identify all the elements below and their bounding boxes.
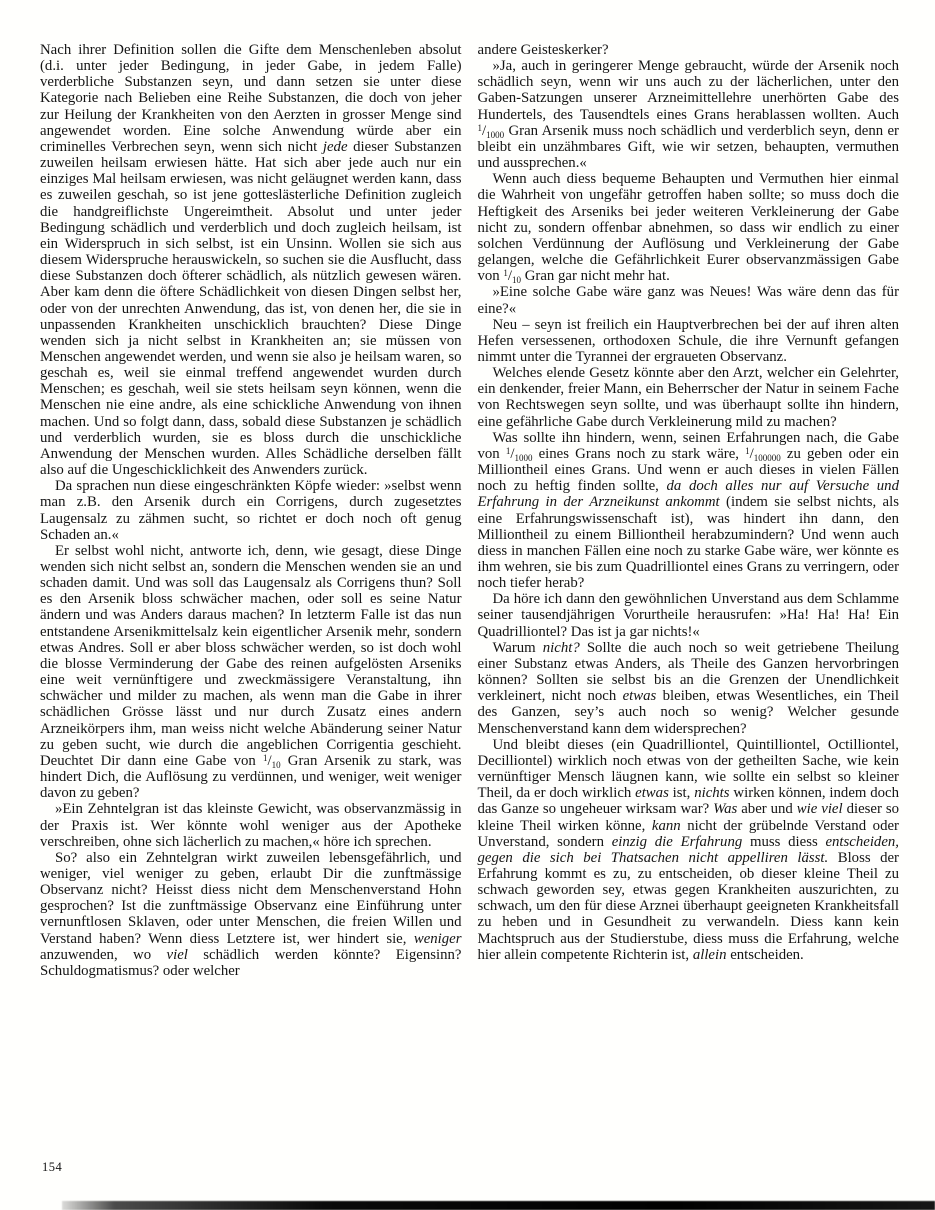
paragraph: »Ein Zehntelgran ist das kleinste Gewicht, was observanzmässig in der Praxis ist. Wer könnte wohl weniger aus der Apotheke verschreiben, ohne sich lächerlich zu machen,« höre ich sprechen. (40, 801, 462, 850)
scan-edge-shadow (62, 1201, 935, 1210)
text-column-left (40, 42, 462, 979)
paragraph: andere Geisteskerker? (477, 42, 609, 58)
fraction: $^1/_{100000}$ (745, 445, 781, 463)
paragraph: So? also ein Zehntelgran wirkt zuweilen lebensgefährlich, und weniger, viel weniger zu geben, erlaubt Dir die zunftmässige Observanz nicht? Heisst diess nicht dem Menschenverstand Hohn gesprochen? Ist die zunftmässige Observanz eine Einführung unter vernunftlosen Sklaven, oder unter Menschen, die freien Willen und Verstand haben? Wenn diess Letztere ist, wer hindert sie, weniger anzuwenden, wo viel schädlich werden könnte? Eigensinn? Schuldogmatismus? oder welcher (40, 849, 462, 979)
fraction: $^1/_{10}$ (262, 752, 281, 770)
paragraph: »Ja, auch in geringerer Menge gebraucht, würde der Arsenik noch schädlich seyn, wenn wir uns auch zu der lächerlichen, unter den Gaben-Satzungen unserer Arzneimittellehre unerhörten Gabe des Hundertels, des Tausendtels eines Grans herablassen wollten. Auch $^1/_{1000}$ Gran Arsenik muss noch schädlich und verderblich seyn, denn er bleibt ein unzähmbares Gift, wie wir setzen, behaupten, vermuthen und aussprechen.« (477, 58, 899, 172)
paragraph: Er selbst wohl nicht, antworte ich, denn, wie gesagt, diese Dinge wenden sich nicht selbst an, sondern die Menschen wenden sie an und schaden damit. Und was soll das Laugensalz als Corrigens thun? Soll es den Arsenik bloss schwächer machen, oder soll es seine Natur ändern und was Anders daraus machen? In letzterm Falle ist das nun entstandene Arsenikmittelsalz kein eigentlicher Arsenik mehr, sondern etwas Andres. Soll er aber bloss schwächer werden, so ist doch wohl die blosse Verminderung der Gabe des reinen aufgelösten Arseniks eine weit vernünftigere und zweckmässigere Veranstaltung, ihn schwächer und milder zu machen, als wenn man die Gabe in ihrer schädlichen Grösse lässt und nur durch Zusatz eines andern Arzneikörpers ihm, man weiss nicht welche Abänderung seiner Natur zu geben sucht, wie durch die angeblichen Corrigentia geschieht. Deuchtet Dir dann eine Gabe von $^1/_{10}$ Gran Arsenik zu stark, was hindert Dich, die Auflösung zu verdünnen, und weniger, weit weniger davon zu geben? (40, 542, 462, 802)
paragraph: Nach ihrer Definition sollen die Gifte dem Menschenleben absolut (d.i. unter jeder Bedingung, in jeder Gabe, in jedem Falle) verderbliche Substanzen seyn, und dann setzen sie unter diese Kategorie nach Belieben eine Reihe Substanzen, die doch von jeher zur Heilung der Krankheiten von den Aerzten in grosser Menge sind angewendet worden. Eine solche Anwendung würde aber ein criminelles Verbrechen seyn, wenn sich nicht jede dieser Substanzen zuweilen heilsam erwiesen hätte. Hat sich aber jede auch nur ein einziges Mal heilsam erwiesen, was nicht geläugnet werden kann, dass es zuweilen geschah, so ist jene gotteslästerliche Definition zugleich die handgreiflichste Ungereimtheit. Absolut und unter jeder Bedingung schädlich und verderblich und doch zugleich heilsam, ist ein Widerspruch in sich selbst, ist ein Unsinn. Wollen sie sich aus diesem Widerspruche herauswickeln, so suchen sie die Ausflucht, dass diese Substanzen doch öfterer schädlich, als nützlich gewesen wären. Aber kam denn die öftere Schädlichkeit von diesen Dingen selbst her, oder von der unrechten Anwendung, das ist, von denen her, die sie in unpassenden Krankheiten unschicklich brauchten? Diese Dinge wenden sich ja nicht selbst in Krankheiten an; sie müssen von Menschen angewendet werden, und wenn sie also je heilsam waren, so geschah es, weil sie einmal treffend angewendet wurden durch Menschen; es geschah, weil sie stets heilsam seyn können, wenn die Menschen nie eine andre, als eine schickliche Anwendung von ihnen machen. Und so folgt dann, dass, sobald diese Substanzen je schädlich und verderblich wurden, sie es bloss durch die unschickliche Anwendung der Menschen wurden. Alles Schädliche derselben fällt also auf die Ungeschicklichkeit des Anwenders zurück. (40, 42, 462, 479)
paragraph: Welches elende Gesetz könnte aber den Arzt, welcher ein Gelehrter, ein denkender, freier Mann, ein Beherrscher der Natur in seinem Fache von Rechtswegen seyn sollte, und was überhaupt sollte ihn hindern, eine gefährliche Gabe durch Verkleinerung mild zu machen? (477, 365, 899, 430)
paragraph: Wenn auch diess bequeme Behaupten und Vermuthen hier einmal die Wahrheit von ungefähr getroffen haben sollte; so muss doch die Heftigkeit des Arseniks bei jeder weiteren Verkleinerung der Gabe nicht zu, sondern offenbar abnehmen, so dass wir endlich zu einer solchen Verdünnung der Auflösung und Verkleinerung der Gabe gelangen, welche die Gefährlichkeit Eurer observanzmässigen Gabe von $^1/_{10}$ Gran gar nicht mehr hat. (477, 171, 899, 286)
paragraph: Da sprachen nun diese eingeschränkten Köpfe wieder: »selbst wenn man z.B. den Arsenik durch ein Corrigens, durch zugesetztes Laugensalz zu zähmen sucht, so richtet er doch noch oft genug Schaden an.« (40, 478, 462, 543)
fraction: $^1/_{1000}$ (505, 445, 533, 463)
text-columns (40, 42, 899, 979)
text-column-right (478, 42, 900, 979)
paragraph: Was sollte ihn hindern, wenn, seinen Erfahrungen nach, die Gabe von $^1/_{1000}$ eines Grans noch zu stark wäre, $^1/_{100000}$ zu geben oder ein Milliontheil eines Grans. Und wenn er auch dieses in vielen Fällen noch zu heftig finden sollte, da doch alles nur auf Versuche und Erfahrung in der Arzneikunst ankommt (indem sie selbst nichts, als eine Erfahrungswissenschaft ist), was hindert ihn dann, den Milliontheil zu einem Billiontheil herabzumindern? Und wenn auch diess in manchen Fällen eine noch zu starke Gabe wäre, wer könnte es ihm wehren, sie bis zum Quadrilliontel eines Grans zu verringern, oder noch tiefer herab? (477, 429, 899, 592)
paragraph: Und bleibt dieses (ein Quadrilliontel, Quintilliontel, Octilliontel, Decilliontel) wirklich noch etwas von der getheilten Sache, wie kein vernünftiger Mensch läugnen kann, wie sollte ein selbst so kleiner Theil, da er doch wirklich etwas ist, nichts wirken können, indem doch das Ganze so ungeheuer wirksam war? Was aber und wie viel dieser so kleine Theil wirken könne, kann nicht der grübelnde Verstand oder Unverstand, sondern einzig die Erfahrung muss diess entscheiden, gegen die sich bei Thatsachen nicht appelliren lässt. Bloss der Erfahrung kommt es zu, zu entscheiden, ob dieser kleine Theil zu schwach geworden sey, etwas gegen Krankheiten auszurichten, zu schwach, um den für diese Arznei überhaupt geeigneten Krankheitsfall zu heben und in Gesundheit zu verwandeln. Diess kann kein Machtspruch aus der Studierstube, diess muss die Erfahrung, welche hier allein competente Richterin ist, allein entscheiden. (477, 736, 899, 963)
paragraph: Neu – seyn ist freilich ein Hauptverbrechen bei der auf ihren alten Hefen versessenen, orthodoxen Schule, die ihre Vernunft gefangen nimmt unter die Tyrannei der ergraueten Observanz. (477, 316, 899, 365)
paragraph: Da höre ich dann den gewöhnlichen Unverstand aus dem Schlamme seiner tausendjährigen Vorurtheile herausrufen: »Ha! Ha! Ha! Ein Quadrilliontel? Das ist ja gar nichts!« (477, 591, 899, 640)
page-number: 154 (42, 1160, 63, 1174)
fraction: $^1/_{1000}$ (477, 122, 505, 140)
paragraph: »Eine solche Gabe wäre ganz was Neues! Was wäre denn das für eine?« (477, 284, 899, 317)
paragraph: Warum nicht? Sollte die auch noch so weit getriebene Theilung einer Substanz etwas Anders, als Theile des Ganzen hervorbringen können? Sollten sie selbst bis an die Grenzen der Unendlichkeit verkleinert, nicht noch etwas bleiben, etwas Wesentliches, ein Theil des Ganzen, sey’s auch noch so wenig? Welcher gesunde Menschenverstand kann dem widersprechen? (477, 639, 900, 737)
fraction: $^1/_{10}$ (503, 268, 522, 286)
